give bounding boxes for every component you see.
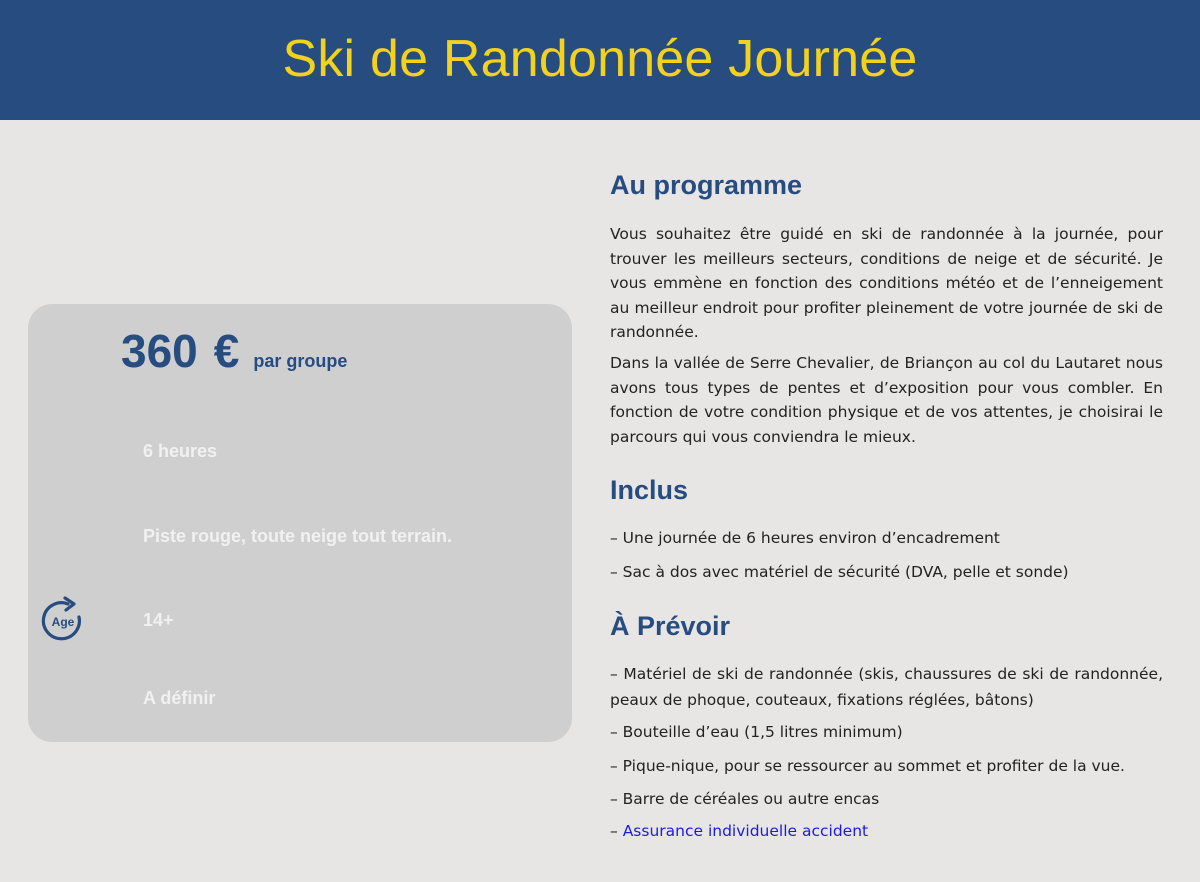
page-header bbox=[0, 0, 1200, 120]
age-icon bbox=[38, 595, 88, 645]
dates-text: A définir bbox=[143, 688, 216, 708]
price-unit: par groupe bbox=[253, 351, 348, 371]
age-text: 14+ bbox=[143, 610, 174, 630]
info-card bbox=[28, 304, 572, 742]
price-amount: 360 bbox=[121, 325, 198, 377]
age-icon-label: Age bbox=[51, 615, 75, 629]
price-currency: € bbox=[213, 325, 240, 377]
prepare-item-5 bbox=[610, 818, 1163, 844]
level-text: Piste rouge, toute neige tout terrain. bbox=[143, 526, 453, 546]
included-item-2: – Sac à dos avec matériel de sécurité (DVA, pelle et sonde) bbox=[610, 563, 1069, 581]
price bbox=[121, 324, 347, 378]
prepare-heading: À Prévoir bbox=[610, 611, 731, 641]
insurance-link[interactable]: Assurance individuelle accident bbox=[622, 822, 869, 840]
program-paragraph-1: Vous souhaitez être guidé en ski de randonnée à la journée, pour trouver les meilleurs secteurs, conditions de neige et de sécurité. Je vous emmène en fonction des conditions météo et de l’enneigement au meilleur endroit pour profiter pleinement de votre journée de ski de randonnée. bbox=[610, 225, 1163, 341]
prepare-item-3: – Pique-nique, pour se ressourcer au sommet et profiter de la vue. bbox=[610, 757, 1125, 775]
prepare-item-4: – Barre de céréales ou autre encas bbox=[610, 790, 880, 808]
program-paragraph-2: Dans la vallée de Serre Chevalier, de Briançon au col du Lautaret nous avons tous types de pentes et d’exposition pour vous combler. En fonction de votre condition physique et de vos attentes, je choisirai le parcours qui vous conviendra le mieux. bbox=[610, 354, 1163, 446]
program-heading: Au programme bbox=[610, 170, 803, 200]
prepare-item-5-prefix: – bbox=[610, 822, 623, 840]
duration-text: 6 heures bbox=[143, 441, 218, 461]
included-heading: Inclus bbox=[610, 475, 689, 505]
prepare-item-1: – Matériel de ski de randonnée (skis, chaussures de ski de randonnée, peaux de phoque, couteaux, fixations réglées, bâtons) bbox=[610, 665, 1163, 709]
page-title: Ski de Randonnée Journée bbox=[282, 29, 918, 88]
included-item-1: – Une journée de 6 heures environ d’encadrement bbox=[610, 529, 1000, 547]
prepare-item-2: – Bouteille d’eau (1,5 litres minimum) bbox=[610, 723, 903, 741]
